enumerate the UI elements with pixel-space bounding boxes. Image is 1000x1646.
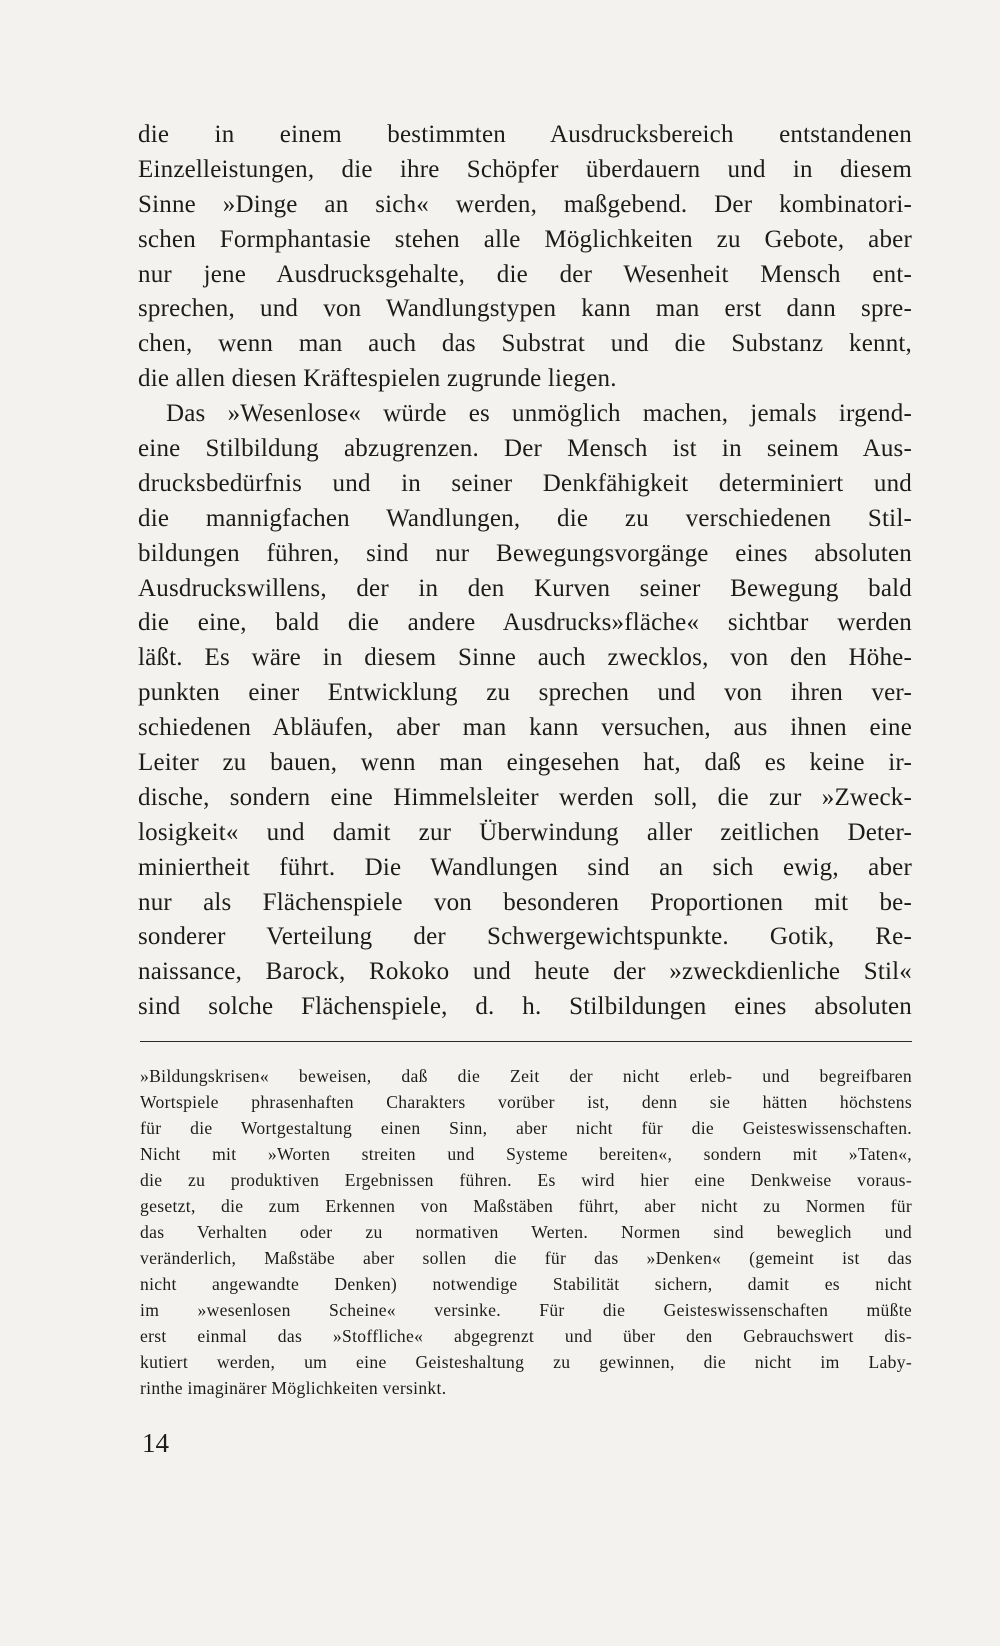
footnote-line: veränderlich, Maßstäbe aber sollen die für das »Denken« (gemeint ist das [140,1248,912,1268]
text-line: Sinne »Dinge an sich« werden, maßgebend. Der kombinatori- [138,190,912,218]
footnote-line: kutiert werden, um eine Geisteshaltung zu gewinnen, die nicht im Laby- [140,1352,912,1372]
footnote-line: im »wesenlosen Scheine« versinke. Für die Geisteswissenschaften müßte [140,1300,912,1320]
footnote-line: die zu produktiven Ergebnissen führen. Es wird hier eine Denkweise voraus- [140,1170,912,1190]
text-line: nur jene Ausdrucksgehalte, die der Wesenheit Mensch ent- [138,260,912,288]
text-line: bildungen führen, sind nur Bewegungsvorgänge eines absoluten [138,539,912,567]
text-line: schen Formphantasie stehen alle Möglichkeiten zu Gebote, aber [138,225,912,253]
text-line: eine Stilbildung abzugrenzen. Der Mensch ist in seinem Aus- [138,435,912,463]
page-number: 14 [142,1428,169,1458]
text-line: nur als Flächenspiele von besonderen Proportionen mit be- [138,888,912,916]
text-line: punkten einer Entwicklung zu sprechen und von ihren ver- [138,679,912,707]
text-line: sprechen, und von Wandlungstypen kann man erst dann spre- [138,295,912,323]
text-line: sind solche Flächenspiele, d. h. Stilbildungen eines absoluten [138,993,912,1021]
footnote-line: Nicht mit »Worten streiten und Systeme bereiten«, sondern mit »Taten«, [140,1144,912,1164]
text-line: sonderer Verteilung der Schwergewichtspunkte. Gotik, Re- [138,923,912,951]
footnote-line: für die Wortgestaltung einen Sinn, aber nicht für die Geisteswissenschaften. [140,1118,912,1138]
footnote-separator-rule [140,1041,912,1042]
text-line: Leiter zu bauen, wenn man eingesehen hat, daß es keine ir- [138,749,912,777]
text-line: dische, sondern eine Himmelsleiter werden soll, die zur »Zweck- [138,783,912,811]
footnote [140,1063,912,1401]
text-line: läßt. Es wäre in diesem Sinne auch zwecklos, von den Höhe- [138,644,912,672]
text-line: drucksbedürfnis und in seiner Denkfähigkeit determiniert und [138,469,912,497]
text-line: losigkeit« und damit zur Überwindung aller zeitlichen Deter- [138,818,912,846]
text-line: die in einem bestimmten Ausdrucksbereich entstandenen [138,121,912,148]
text-line: die mannigfachen Wandlungen, die zu verschiedenen Stil- [138,504,912,532]
footnote-line: das Verhalten oder zu normativen Werten. Normen sind beweglich und [140,1222,912,1242]
text-line: naissance, Barock, Rokoko und heute der »zweckdienliche Stil« [138,958,912,986]
text-line: Das »Wesenlose« würde es unmöglich machen, jemals irgend- [166,400,912,428]
footnote-line: nicht angewandte Denken) notwendige Stabilität sichern, damit es nicht [140,1274,912,1294]
text-line: schiedenen Abläufen, aber man kann versuchen, aus ihnen eine [138,714,912,742]
text-line: miniertheit führt. Die Wandlungen sind an sich ewig, aber [138,853,912,881]
footnote-line: »Bildungskrisen« beweisen, daß die Zeit der nicht erleb- und begreifbaren [140,1066,912,1086]
text-line: Einzelleistungen, die ihre Schöpfer überdauern und in diesem [138,155,912,183]
text-line: chen, wenn man auch das Substrat und die Substanz kennt, [138,330,912,358]
text-line: Ausdruckswillens, der in den Kurven seiner Bewegung bald [138,574,912,602]
footnote-line: gesetzt, die zum Erkennen von Maßstäben führt, aber nicht zu Normen für [140,1196,912,1216]
main-text [138,118,912,1025]
footnote-line: Wortspiele phrasenhaften Charakters vorüber ist, denn sie hätten höchstens [140,1092,912,1112]
footnote-line: rinthe imaginärer Möglichkeiten versinkt. [140,1378,447,1398]
text-line: die eine, bald die andere Ausdrucks»fläche« sichtbar werden [138,609,912,637]
text-line: die allen diesen Kräftespielen zugrunde liegen. [138,365,617,393]
footnote-line: erst einmal das »Stoffliche« abgegrenzt und über den Gebrauchswert dis- [140,1326,912,1346]
